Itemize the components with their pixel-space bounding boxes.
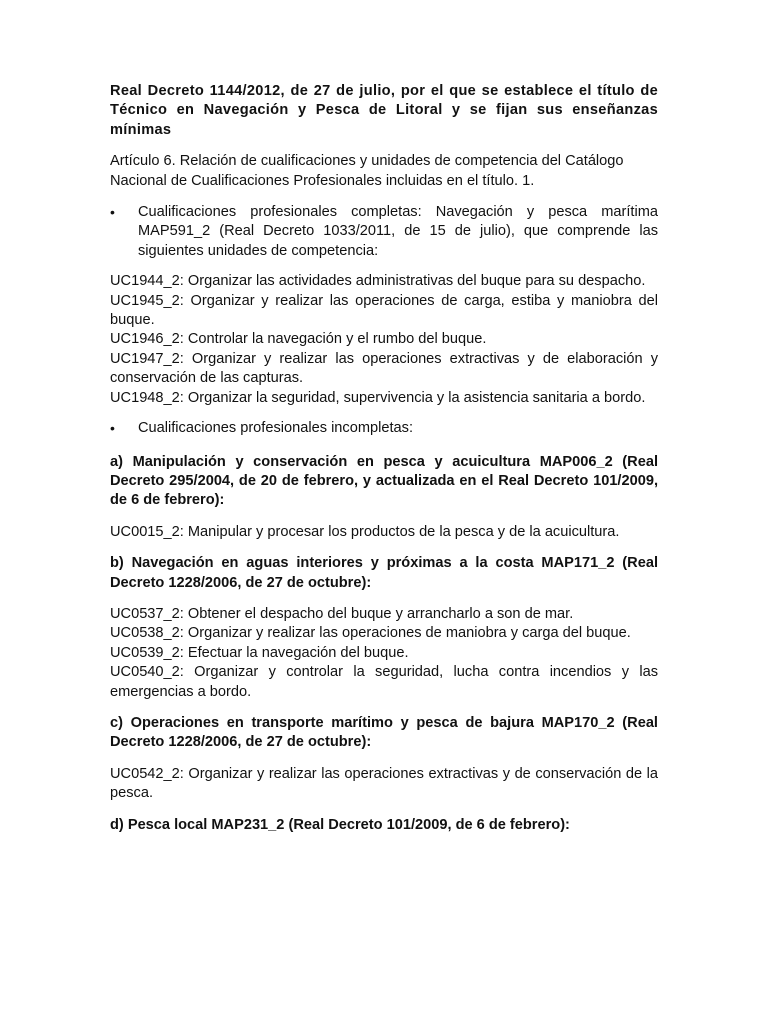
unit-item: UC1946_2: Controlar la navegación y el rumbo del buque. xyxy=(110,331,487,348)
bullet-icon: • xyxy=(110,204,115,221)
complete-units-list xyxy=(110,272,658,408)
unit-item: UC0537_2: Obtener el despacho del buque y arrancharlo a son de mar. xyxy=(110,605,574,622)
section-d-heading: d) Pesca local MAP231_2 (Real Decreto 101/2009, de 6 de febrero): xyxy=(110,816,570,833)
unit-item: UC0015_2: Manipular y procesar los productos de la pesca y de la acuicultura. xyxy=(110,523,620,540)
bullet-incomplete-text: Cualificaciones profesionales incompletas: xyxy=(138,420,413,437)
unit-item: UC1947_2: Organizar y realizar las operaciones extractivas y de elaboración y conservación de las capturas. xyxy=(110,350,658,387)
unit-item: UC0539_2: Efectuar la navegación del buque. xyxy=(110,644,409,661)
unit-item: UC0540_2: Organizar y controlar la seguridad, lucha contra incendios y las emergencias a bordo. xyxy=(110,664,658,700)
document-title: Real Decreto 1144/2012, de 27 de julio, por el que se establece el título de Técnico en Navegación y Pesca de Litoral y se fijan sus enseñanzas mínimas xyxy=(110,83,658,138)
section-a-heading: a) Manipulación y conservación en pesca y acuicultura MAP006_2 (Real Decreto 295/2004, de 20 de febrero, y actualizada en el Real Decreto 101/2009, de 6 de febrero): xyxy=(110,453,658,509)
bullet-incomplete-qualifications xyxy=(110,419,658,438)
bullet-complete-qualifications xyxy=(110,203,658,261)
unit-item: UC1945_2: Organizar y realizar las operaciones de carga, estiba y maniobra del buque. xyxy=(110,292,658,329)
unit-item: UC0542_2: Organizar y realizar las operaciones extractivas y de conservación de la pesca. xyxy=(110,765,658,802)
article-intro: Artículo 6. Relación de cualificaciones y unidades de competencia del Catálogo Nacional de Cualificaciones Profesionales incluidas en el título. 1. xyxy=(110,153,624,189)
bullet-icon: • xyxy=(110,420,115,437)
unit-item: UC1944_2: Organizar las actividades administrativas del buque para su despacho. xyxy=(110,273,646,290)
section-c-heading: c) Operaciones en transporte marítimo y pesca de bajura MAP170_2 (Real Decreto 1228/2006, de 27 de octubre): xyxy=(110,714,658,751)
unit-item: UC1948_2: Organizar la seguridad, supervivencia y la asistencia sanitaria a bordo. xyxy=(110,389,646,406)
section-b-heading: b) Navegación en aguas interiores y próximas a la costa MAP171_2 (Real Decreto 1228/2006, de 27 de octubre): xyxy=(110,555,658,591)
bullet-complete-text: Cualificaciones profesionales completas: Navegación y pesca marítima MAP591_2 (Real Decreto 1033/2011, de 15 de julio), que comprende las siguientes unidades de competencia: xyxy=(138,204,658,259)
unit-item: UC0538_2: Organizar y realizar las operaciones de maniobra y carga del buque. xyxy=(110,625,631,642)
section-b-units-list xyxy=(110,605,658,702)
